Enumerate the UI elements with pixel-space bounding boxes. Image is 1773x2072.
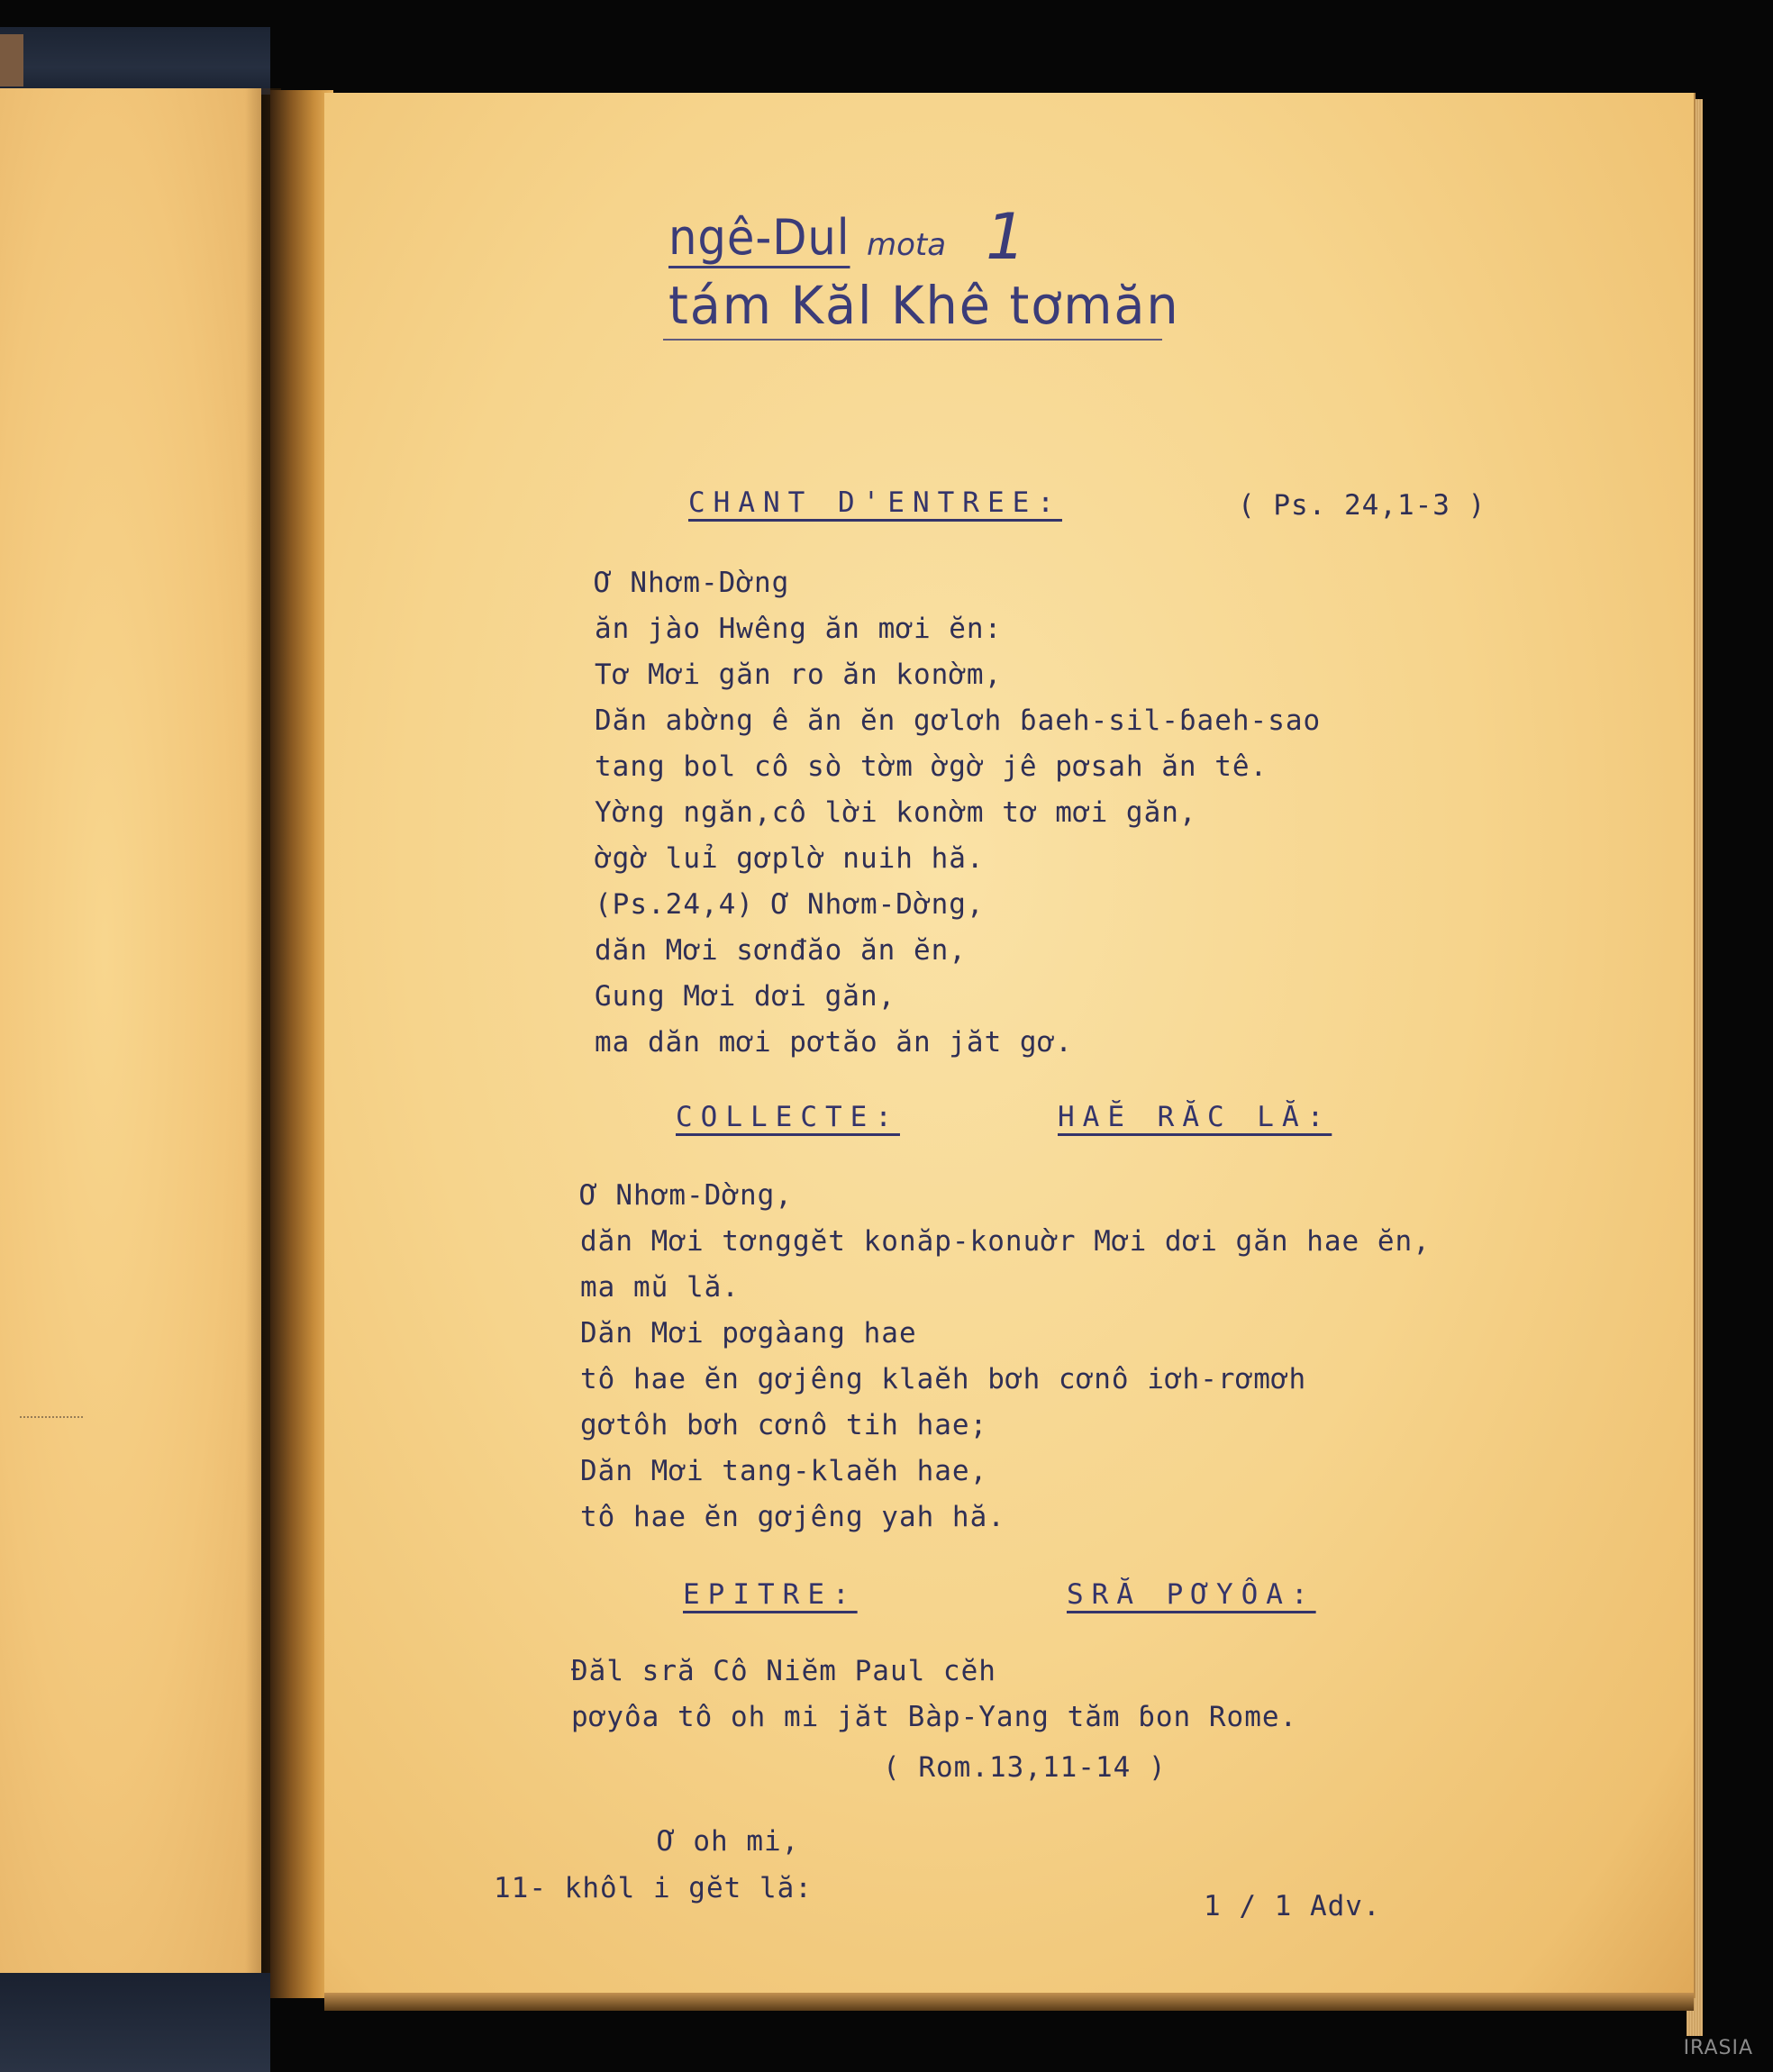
text-line: Dăn abờng ê ăn ĕn gơlơh ɓaeh-sil-ɓaeh-sao [595, 704, 1322, 737]
closing-greeting: Ơ oh mi, [658, 1825, 800, 1858]
handwritten-number: 1 [986, 200, 1026, 274]
text-line: ma dăn mơi pơtăo ăn jăt gơ. [595, 1026, 1073, 1059]
left-page [0, 88, 261, 1998]
handwritten-title: ngê-Dul [668, 209, 850, 266]
text-line: dăn Mơi sơnđăo ăn ĕn, [595, 934, 967, 967]
text-line: Tơ Mơi găn ro ăn konờm, [595, 659, 1003, 691]
collecte-heading: COLLECTE: [676, 1101, 900, 1133]
text-line: tô hae ĕn gơjêng yah hă. [580, 1501, 1005, 1533]
text-line: ma mŭ lă. [580, 1271, 740, 1304]
text-line: ờgờ luỉ gơplờ nuih hă. [595, 842, 985, 875]
handwritten-subtitle: tám Kăl Khê tơmăn [668, 275, 1180, 336]
watermark: IRASIA [1683, 2037, 1753, 2059]
text-line: Yờng ngăn,cô lời konờm tơ mơi găn, [595, 796, 1197, 829]
text-line: gơtôh bơh cơnô tih hae; [580, 1409, 988, 1441]
epitre-heading-alt: SRĂ PƠYÔA: [1067, 1578, 1316, 1611]
text-line: tang bol cô sò tờm ờgờ jê pơsah ăn tê. [595, 750, 1268, 783]
text-line: Gung Mơi dơi găn, [595, 980, 896, 1013]
epitre-text [571, 1649, 1297, 1740]
text-line: Đăl sră Cô Niĕm Paul cĕh [571, 1655, 996, 1687]
chant-entree-reference: ( Ps. 24,1-3 ) [1238, 489, 1487, 522]
text-line: tô hae ĕn gơjêng klaĕh bơh cơnô iơh-rơmơh [580, 1363, 1307, 1395]
collecte-text [580, 1173, 1431, 1540]
text-line: Dăn Mơi pơgàang hae [580, 1317, 917, 1350]
handwritten-note: mota [867, 227, 947, 263]
page-marker: 1 / 1 Adv. [1204, 1890, 1381, 1922]
closing-verse: 11- khôl i gĕt lă: [494, 1872, 813, 1904]
text-line: ăn jào Hwêng ăn mơi ĕn: [595, 613, 1003, 645]
text-line: Ơ Nhơm-Dờng, [580, 1179, 793, 1212]
book-cover-bottom [0, 1973, 270, 2072]
epitre-reference: ( Rom.13,11-14 ) [883, 1751, 1167, 1784]
title-rule [663, 339, 1162, 341]
text-line: (Ps.24,4) Ơ Nhơm-Dờng, [595, 888, 985, 921]
book-cover-top [0, 27, 270, 95]
collecte-heading-alt: HAĔ RĂC LĂ: [1058, 1101, 1332, 1133]
cover-corner [0, 34, 23, 86]
chant-entree-heading: CHANT D'ENTREE: [688, 486, 1062, 519]
text-line: pơyôa tô oh mi jăt Bàp-Yang tăm ɓon Rome. [571, 1701, 1298, 1733]
text-line: dăn Mơi tơnggĕt konăp-konuờr Mơi dơi găn hae ĕn, [580, 1225, 1431, 1258]
chant-entree-text [595, 560, 1321, 1066]
text-line: Dăn Mơi tang-klaĕh hae, [580, 1455, 988, 1487]
epitre-heading: EPITRE: [683, 1578, 858, 1611]
text-line: Ơ Nhơm-Dờng [595, 567, 790, 599]
page-bottom-edge [324, 1993, 1694, 2011]
left-page-mark [20, 1416, 83, 1420]
